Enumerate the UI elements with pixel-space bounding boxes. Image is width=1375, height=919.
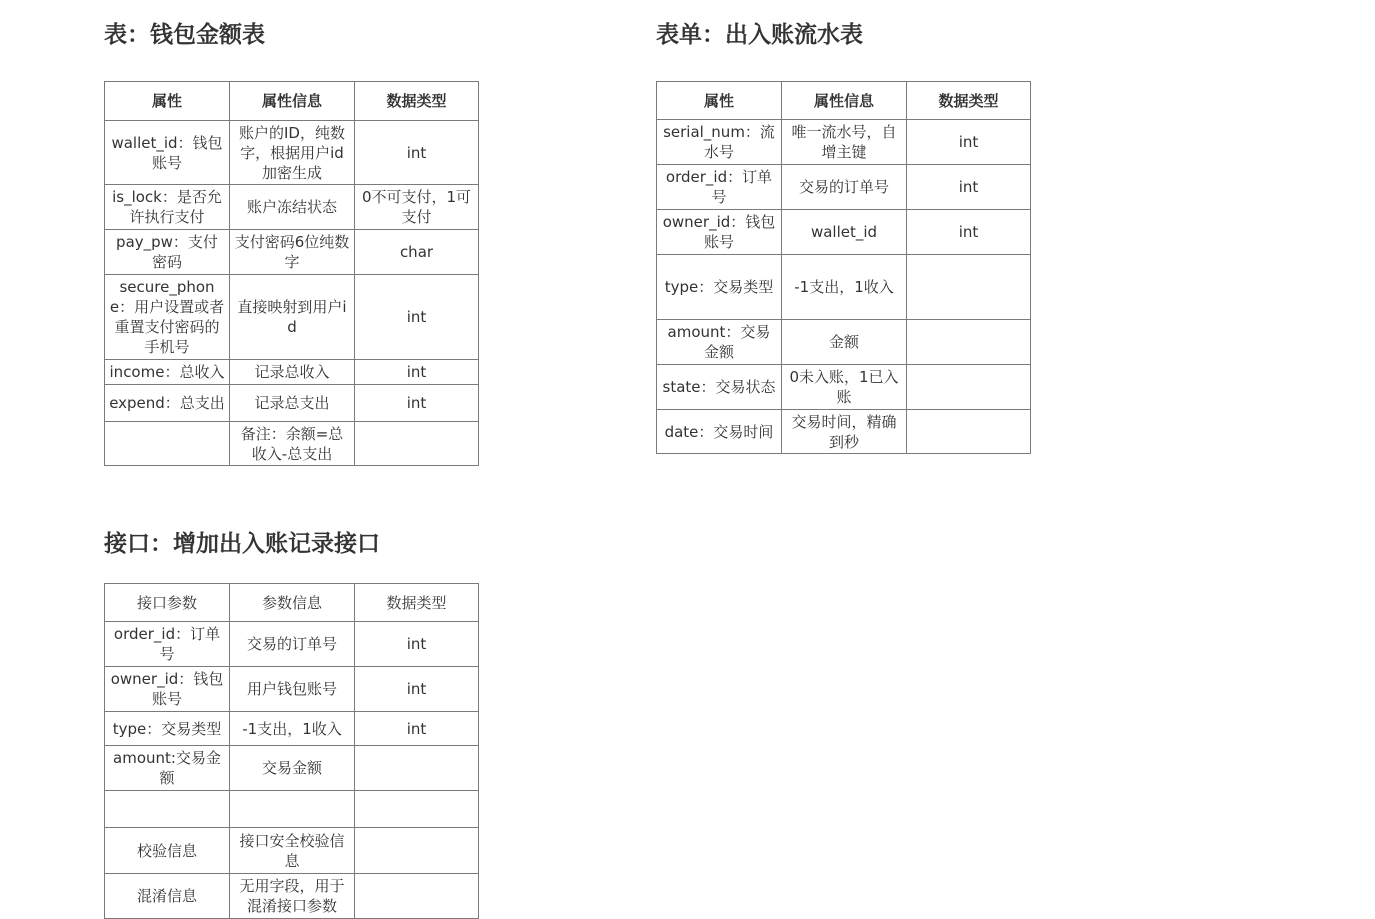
table-cell: state：交易状态 <box>657 365 782 410</box>
api-table-title: 接口：增加出入账记录接口 <box>104 531 380 557</box>
table-cell: 唯一流水号，自增主键 <box>782 120 907 165</box>
wallet-table-title: 表：钱包金额表 <box>104 22 265 48</box>
table-cell: type：交易类型 <box>105 712 230 746</box>
table-header-row <box>105 82 479 121</box>
table-cell: int <box>355 622 479 667</box>
table-row <box>105 874 479 919</box>
table-cell: 支付密码6位纯数字 <box>230 230 355 275</box>
table-cell: order_id：订单号 <box>105 622 230 667</box>
header-cell: 数据类型 <box>355 82 479 121</box>
table-row <box>657 165 1031 210</box>
table-row <box>105 185 479 230</box>
table-cell <box>907 365 1031 410</box>
table-row <box>105 360 479 385</box>
table-cell: 校验信息 <box>105 828 230 874</box>
table-cell: serial_num：流水号 <box>657 120 782 165</box>
table-cell: -1支出，1收入 <box>230 712 355 746</box>
table-cell: wallet_id <box>782 210 907 255</box>
table-cell: 无用字段，用于混淆接口参数 <box>230 874 355 919</box>
table-row <box>105 712 479 746</box>
flow-table <box>656 81 1031 454</box>
table-row <box>657 410 1031 454</box>
table-cell: 交易的订单号 <box>230 622 355 667</box>
table-cell: secure_phone：用户设置或者重置支付密码的手机号 <box>105 275 230 360</box>
header-cell: 属性 <box>105 82 230 121</box>
api-table <box>104 583 479 919</box>
table-row <box>105 622 479 667</box>
table-header-row <box>657 82 1031 120</box>
table-cell <box>355 874 479 919</box>
table-cell: -1支出，1收入 <box>782 255 907 320</box>
wallet-table <box>104 81 479 466</box>
table-cell: 直接映射到用户id <box>230 275 355 360</box>
table-cell: int <box>355 121 479 185</box>
table-cell: type：交易类型 <box>657 255 782 320</box>
header-cell: 数据类型 <box>355 584 479 622</box>
table-cell: 金额 <box>782 320 907 365</box>
table-row <box>105 422 479 466</box>
table-cell: wallet_id：钱包账号 <box>105 121 230 185</box>
table-cell: 混淆信息 <box>105 874 230 919</box>
table-cell: owner_id：钱包账号 <box>657 210 782 255</box>
table-row <box>105 385 479 422</box>
header-cell: 接口参数 <box>105 584 230 622</box>
table-cell <box>355 828 479 874</box>
table-cell <box>907 410 1031 454</box>
table-cell: order_id：订单号 <box>657 165 782 210</box>
table-cell: 0不可支付，1可支付 <box>355 185 479 230</box>
table-row <box>105 667 479 712</box>
table-cell <box>907 320 1031 365</box>
table-row <box>657 120 1031 165</box>
flow-table-title: 表单：出入账流水表 <box>656 22 863 48</box>
table-cell: int <box>355 712 479 746</box>
table-cell: 账户冻结状态 <box>230 185 355 230</box>
table-row <box>657 210 1031 255</box>
table-cell: int <box>355 667 479 712</box>
table-cell <box>105 791 230 828</box>
table-cell: 记录总支出 <box>230 385 355 422</box>
table-cell: char <box>355 230 479 275</box>
table-row <box>105 828 479 874</box>
table-cell: 交易时间，精确到秒 <box>782 410 907 454</box>
table-cell: 用户钱包账号 <box>230 667 355 712</box>
table-cell: int <box>355 275 479 360</box>
table-cell: 交易金额 <box>230 746 355 791</box>
table-cell: int <box>355 385 479 422</box>
table-header-row <box>105 584 479 622</box>
header-cell: 属性信息 <box>230 82 355 121</box>
table-cell <box>355 422 479 466</box>
table-cell <box>907 255 1031 320</box>
table-row <box>657 320 1031 365</box>
table-cell <box>105 422 230 466</box>
table-cell: 备注：余额=总收入-总支出 <box>230 422 355 466</box>
table-cell: date：交易时间 <box>657 410 782 454</box>
table-cell: amount：交易金额 <box>657 320 782 365</box>
table-cell: is_lock：是否允许执行支付 <box>105 185 230 230</box>
table-row <box>105 275 479 360</box>
table-cell: 接口安全校验信息 <box>230 828 355 874</box>
header-cell: 参数信息 <box>230 584 355 622</box>
table-row <box>105 230 479 275</box>
table-row <box>657 255 1031 320</box>
table-cell <box>355 746 479 791</box>
table-row <box>105 791 479 828</box>
table-cell: owner_id：钱包账号 <box>105 667 230 712</box>
table-row <box>105 746 479 791</box>
table-cell: expend：总支出 <box>105 385 230 422</box>
table-cell: int <box>907 210 1031 255</box>
table-cell: 交易的订单号 <box>782 165 907 210</box>
header-cell: 属性信息 <box>782 82 907 120</box>
table-cell: amount:交易金额 <box>105 746 230 791</box>
table-cell <box>230 791 355 828</box>
table-cell: int <box>907 165 1031 210</box>
table-cell: int <box>907 120 1031 165</box>
table-cell: pay_pw：支付密码 <box>105 230 230 275</box>
table-cell: income：总收入 <box>105 360 230 385</box>
table-cell: 0未入账，1已入账 <box>782 365 907 410</box>
header-cell: 属性 <box>657 82 782 120</box>
table-cell <box>355 791 479 828</box>
table-row <box>657 365 1031 410</box>
table-cell: 账户的ID，纯数字，根据用户id加密生成 <box>230 121 355 185</box>
table-row <box>105 121 479 185</box>
header-cell: 数据类型 <box>907 82 1031 120</box>
table-cell: int <box>355 360 479 385</box>
table-cell: 记录总收入 <box>230 360 355 385</box>
